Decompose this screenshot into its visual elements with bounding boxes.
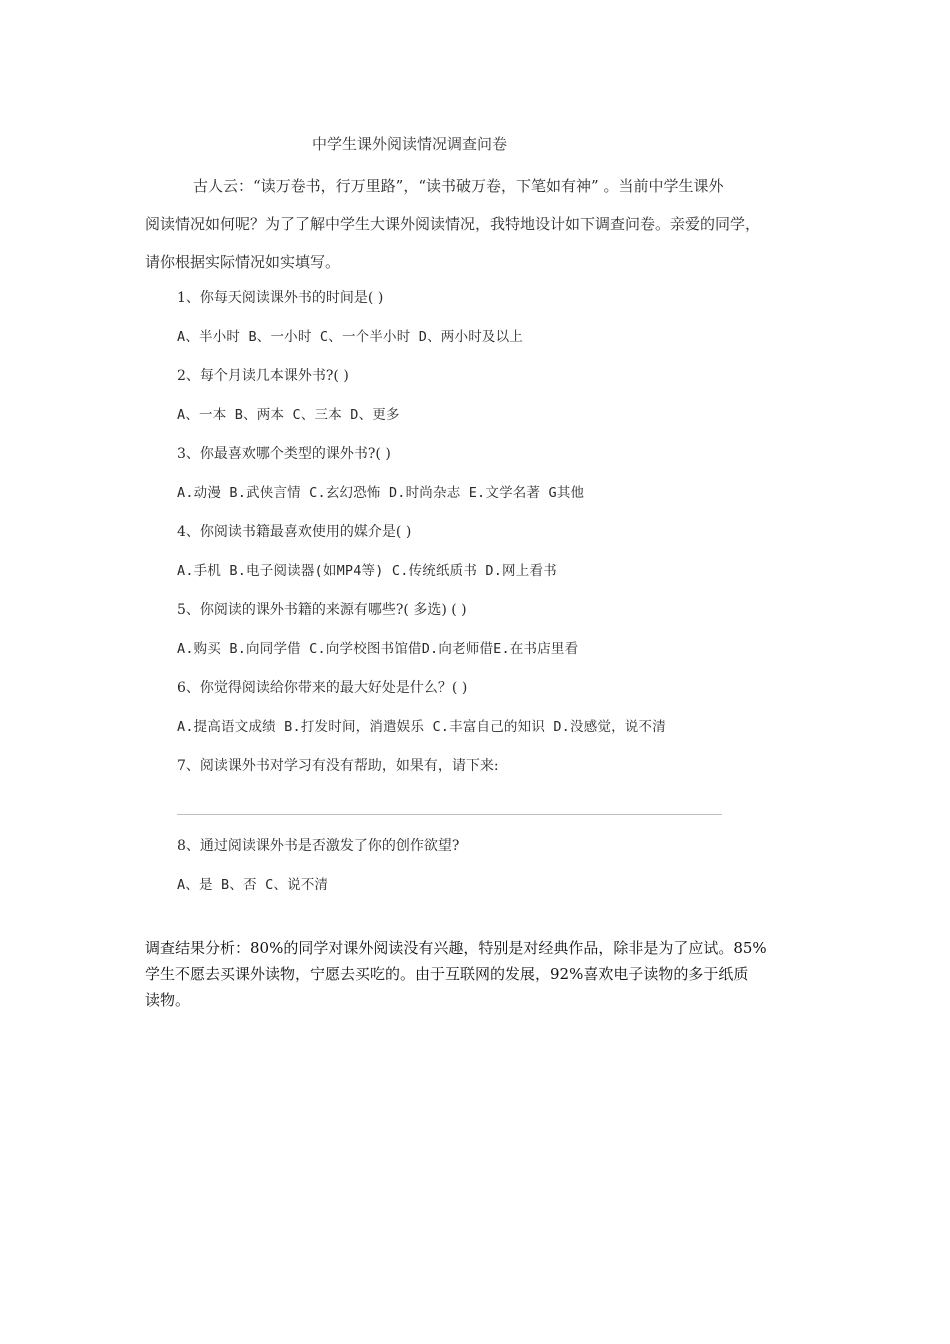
- question-list: [177, 283, 817, 790]
- question-1-options: A、半小时 B、一小时 C、一个半小时 D、两小时及以上: [177, 329, 523, 345]
- analysis-line: 调查结果分析：80%的同学对课外阅读没有兴趣，特别是对经典作品，除非是为了应试。85%: [145, 939, 767, 957]
- question-3-options: A.动漫 B.武侠言情 C.玄幻恐怖 D.时尚杂志 E.文学名著 G其他: [177, 485, 585, 501]
- question-2-options: A、一本 B、两本 C、三本 D、更多: [177, 407, 400, 423]
- question-7: 7、阅读课外书对学习有没有帮助，如果有，请下来:: [177, 758, 499, 774]
- question-2: 2、每个月读几本课外书?( ): [177, 368, 349, 384]
- intro-line: 请你根据实际情况如实填写。: [145, 253, 341, 271]
- page-title: 中学生课外阅读情况调查问卷: [312, 135, 508, 153]
- question-8-options: A、是 B、否 C、说不清: [177, 877, 329, 893]
- analysis-paragraph: [145, 935, 817, 1013]
- intro-line: 阅读情况如何呢？为了了解中学生大课外阅读情况，我特地设计如下调查问卷。亲爱的同学，: [145, 215, 761, 233]
- analysis-line: 读物。: [145, 991, 191, 1009]
- intro-paragraph: [145, 167, 817, 281]
- question-8: 8、通过阅读课外书是否激发了你的创作欲望?: [177, 838, 460, 854]
- analysis-line: 学生不愿去买课外读物，宁愿去买吃的。由于互联网的发展，92%喜欢电子读物的多于纸质: [145, 965, 749, 983]
- question-6: 6、你觉得阅读给你带来的最大好处是什么？( ): [177, 680, 468, 696]
- question-4: 4、你阅读书籍最喜欢使用的媒介是( ): [177, 524, 412, 540]
- question-5: 5、你阅读的课外书籍的来源有哪些?( 多选) ( ): [177, 602, 467, 618]
- question-8-block: [177, 831, 817, 909]
- question-6-options: A.提高语文成绩 B.打发时间，消遣娱乐 C.丰富自己的知识 D.没感觉，说不清: [177, 719, 666, 735]
- question-4-options: A.手机 B.电子阅读器(如MP4等) C.传统纸质书 D.网上看书: [177, 563, 557, 579]
- answer-blank-line[interactable]: [177, 814, 722, 815]
- question-5-options: A.购买 B.向同学借 C.向学校图书馆借D.向老师借E.在书店里看: [177, 641, 579, 657]
- question-1: 1、你每天阅读课外书的时间是( ): [177, 290, 384, 306]
- question-3: 3、你最喜欢哪个类型的课外书?( ): [177, 446, 391, 462]
- intro-line: 古人云：“读万卷书，行万里路”，“读书破万卷，下笔如有神” 。当前中学生课外: [193, 177, 724, 195]
